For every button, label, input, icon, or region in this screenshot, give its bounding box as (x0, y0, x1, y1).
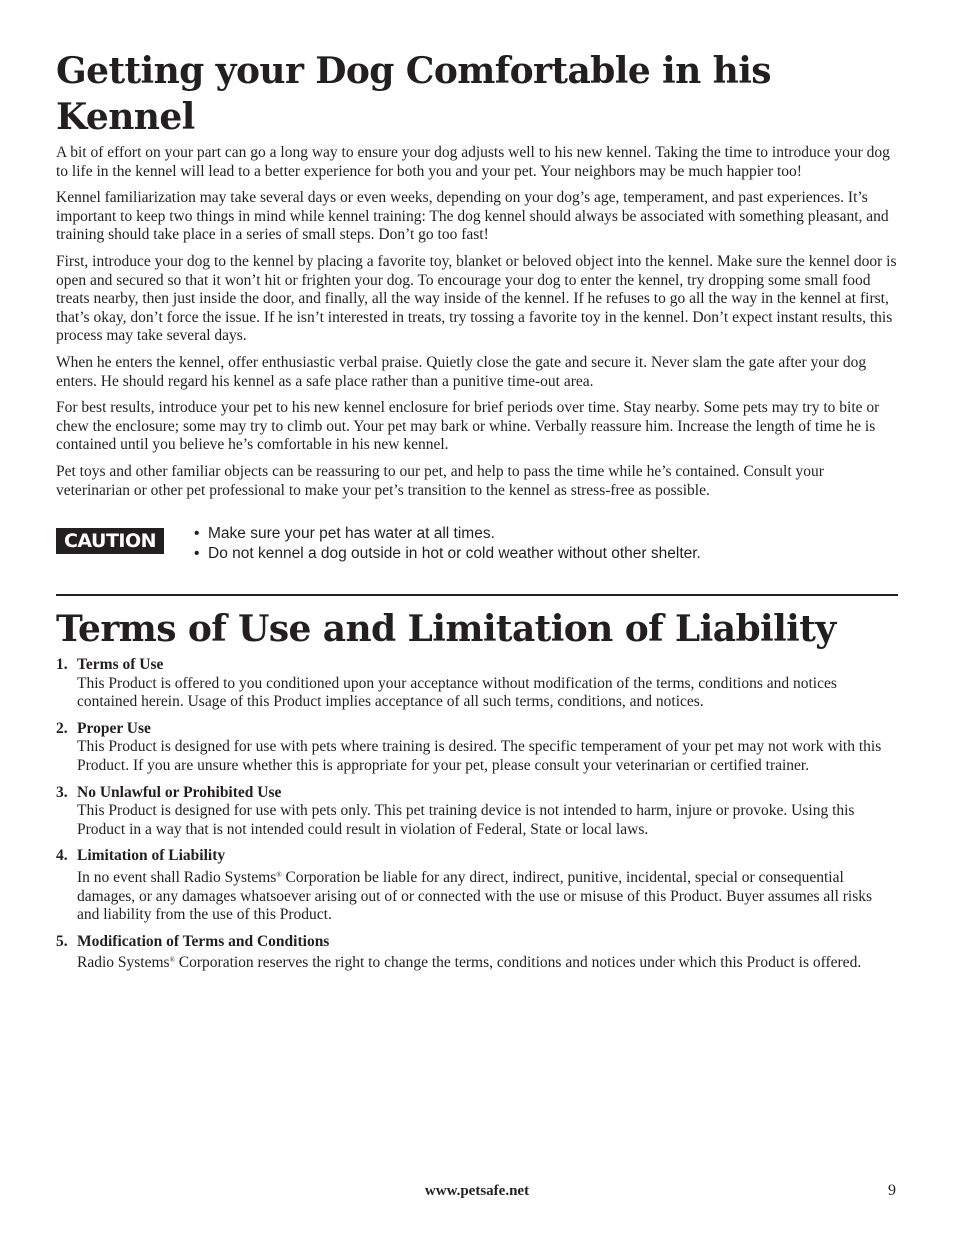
paragraph-introduce-dog: First, introduce your dog to the kennel by placing a favorite toy, blanket or beloved object into the kennel. Make sure the kennel door is open and secured so that it won’t hit or frighten your dog. To encourage your dog to enter the kennel, try dropping some small food treats nearby, then just inside the door, and finally, all the way inside of the kennel. If he refuses to go all the way in the kennel at first, that’s okay, don’t force the issue. If he isn’t interested in treats, try tossing a favorite toy in the kennel. Don’t expect instant results, this process may take several days. (56, 252, 897, 345)
term-text: This Product is designed for use with pets where training is desired. The specific temperament of your pet may not work with this Product. If you are unsure whether this is appropriate for your pet, please consult your veterinarian or certified trainer. (77, 738, 882, 775)
section-title-kennel: Getting your Dog Comfortable in his Kennel (56, 50, 771, 138)
paragraph-enters-kennel: When he enters the kennel, offer enthusiastic verbal praise. Quietly close the gate and secure it. Never slam the gate after your dog enters. He should regard his kennel as a safe place rather than a punitive time-out area. (56, 353, 867, 390)
paragraph-pet-toys: Pet toys and other familiar objects can be reassuring to our pet, and help to pass the time while he’s contained. Consult your veterinarian or other pet professional to make your pet’s transition to the kennel as stress-free as possible. (56, 462, 824, 499)
term-text: This Product is designed for use with pets only. This pet training device is not intended to harm, injure or provoke. Using this Product in a way that is not intended could result in violation of Federal, State or local laws. (77, 802, 855, 838)
term-number: 3. (56, 783, 68, 801)
registered-mark: ® (169, 956, 175, 965)
section-divider (56, 594, 898, 596)
paragraph-familiarization: Kennel familiarization may take several days or even weeks, depending on your dog’s age, temperament, and past experiences. It’s important to keep two things in mind while kennel training: The dog kennel should always be associated with something pleasant, and training should take place in a series of small steps. Don’t go too fast! (56, 189, 889, 244)
term-item (56, 656, 898, 712)
bullet-icon: • (194, 525, 200, 543)
caution-item (194, 524, 701, 544)
section-title-terms: Terms of Use and Limitation of Liability (56, 608, 836, 651)
paragraph-best-results: For best results, introduce your pet to his new kennel enclosure for brief periods over time. Stay nearby. Some pets may try to bite or chew the enclosure; some may try to climb out. Your pet may bark or whine. Verbally reassure him. Increase the length of time he is contained until you believe he’s comfortable in his new kennel. (56, 399, 880, 454)
term-text: This Product is offered to you conditioned upon your acceptance without modification of the terms, conditions and notices contained herein. Usage of this Product implies acceptance of all such terms, conditions, and notices. (77, 674, 837, 711)
term-text-part: Corporation reserves the right to change the terms, conditions and notices under which this Product is offered. (174, 954, 862, 972)
caution-box (56, 524, 898, 564)
caution-item-text: Make sure your pet has water at all times. (208, 525, 495, 543)
caution-item-text: Do not kennel a dog outside in hot or cold weather without other shelter. (208, 545, 701, 563)
term-item (56, 784, 898, 840)
caution-item (194, 544, 701, 564)
term-text (77, 951, 898, 973)
term-item (56, 847, 898, 924)
caution-badge: CAUTION (56, 528, 164, 554)
footer-website-link[interactable]: www.petsafe.net (424, 1183, 530, 1199)
caution-list (194, 524, 701, 564)
registered-mark: ® (276, 871, 282, 880)
term-item (56, 933, 898, 973)
term-number: 2. (56, 719, 68, 737)
term-number: 1. (56, 656, 68, 674)
terms-list (56, 656, 898, 973)
bullet-icon: • (194, 545, 200, 563)
term-title: Proper Use (77, 719, 151, 737)
term-number: 4. (56, 847, 68, 865)
paragraph-intro: A bit of effort on your part can go a long way to ensure your dog adjusts well to his new kennel. Taking the time to introduce your dog to life in the kennel will lead to a better experience for both you and your pet. Your neighbors may be much happier too! (56, 144, 890, 180)
term-text (77, 866, 898, 925)
term-text-part: In no event shall Radio Systems (77, 869, 277, 887)
term-title: Limitation of Liability (77, 847, 226, 865)
term-title: Modification of Terms and Conditions (77, 932, 330, 950)
term-title: No Unlawful or Prohibited Use (77, 783, 282, 801)
term-text-part: Corporation be liable for any direct, indirect, punitive, incidental, special or consequential damages, or any damages whatsoever arising out of or connected with the use or misuse of this Product. Buyer assumes all risks and liability from the use of this Product. (77, 869, 873, 924)
term-title: Terms of Use (77, 656, 164, 674)
term-text-part: Radio Systems (77, 954, 170, 972)
page-content (56, 48, 898, 981)
page-number: 9 (888, 1182, 896, 1199)
term-item (56, 720, 898, 776)
term-number: 5. (56, 932, 68, 950)
